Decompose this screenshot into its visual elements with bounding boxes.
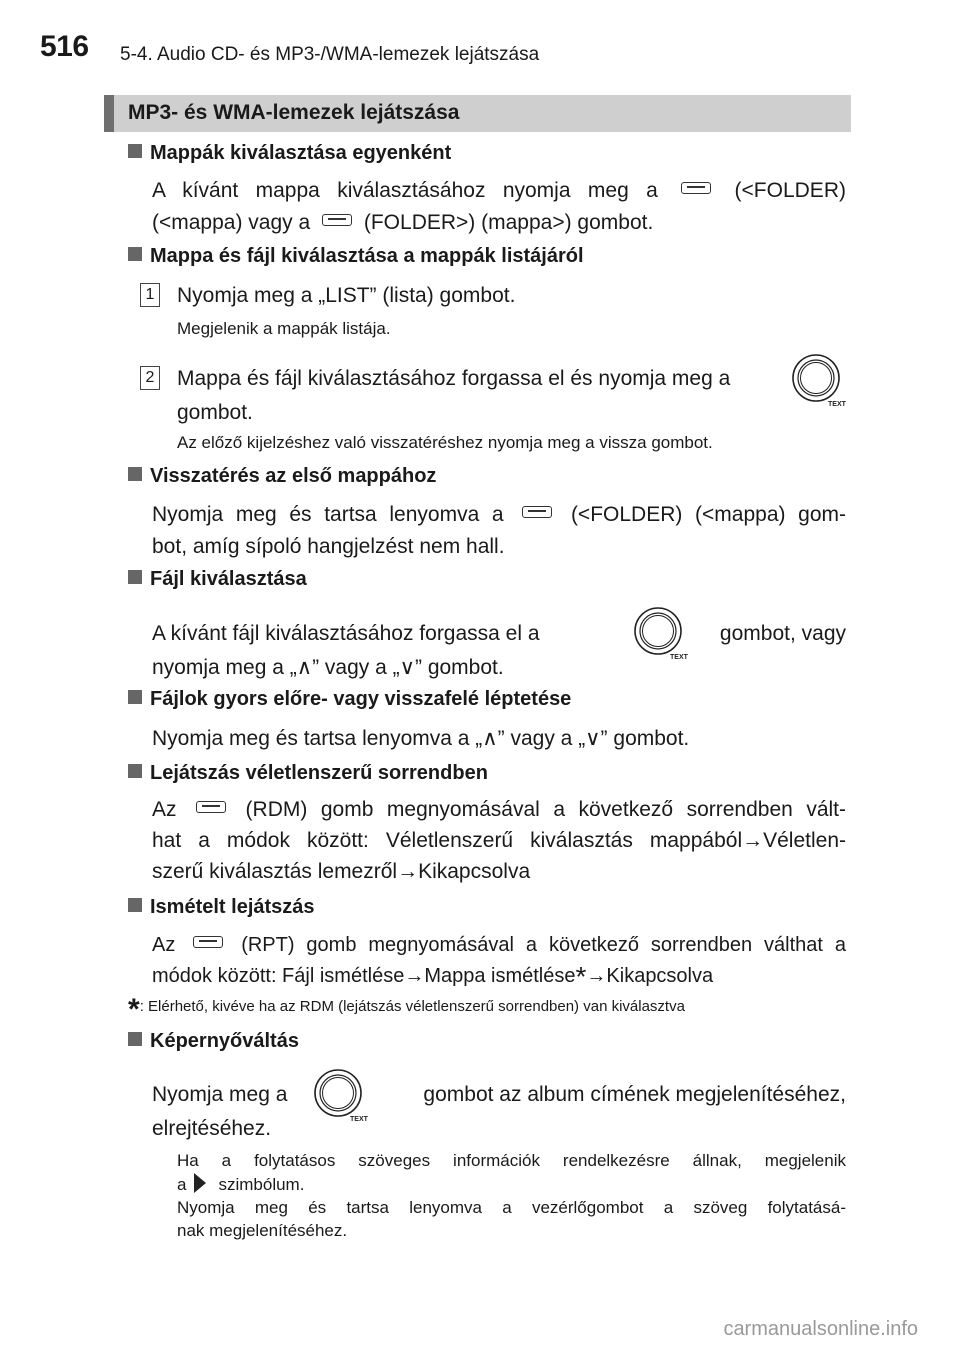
- paragraph-line: (<mappa) vagy a (FOLDER>) (mappa>) gombot.: [152, 211, 654, 234]
- watermark: carmanualsonline.info: [723, 1318, 918, 1340]
- folder-button-icon: [522, 506, 552, 518]
- heading-fast-step: [128, 688, 571, 711]
- footnote: *: Elérhető, kivéve ha az RDM (lejátszás véletlenszerű sorrendben) van kiválasztva: [128, 993, 685, 1026]
- paragraph-line: Nyomja meg és tartsa lenyomva a „∧” vagy a „∨” gombot.: [152, 727, 690, 750]
- knob-label: TEXT: [670, 654, 688, 661]
- bullet-square-icon: [128, 764, 142, 778]
- heading-text: Ismételt lejátszás: [150, 896, 315, 918]
- paragraph-line: Nyomja meg és tartsa lenyomva a (<FOLDER) (<mappa) gom-: [152, 503, 846, 526]
- heading-first-folder: [128, 465, 436, 488]
- note-line: nak megjelenítéséhez.: [177, 1221, 348, 1240]
- folder-button-icon: [681, 182, 711, 194]
- bullet-square-icon: [128, 690, 142, 704]
- page-number: 516: [40, 30, 89, 63]
- note-line: a szimbólum.: [177, 1175, 305, 1194]
- chapter-title: 5-4. Audio CD- és MP3-/WMA-lemezek lejátszása: [120, 44, 540, 65]
- bullet-square-icon: [128, 570, 142, 584]
- step-text: Mappa és fájl kiválasztásához forgassa el és nyomja meg a: [177, 367, 731, 390]
- step-number-badge: 2: [140, 366, 160, 390]
- step-text: Nyomja meg a „LIST” (lista) gombot.: [177, 284, 516, 307]
- note-line: Nyomja meg és tartsa lenyomva a vezérlőgombot a szöveg folytatásá-: [177, 1198, 846, 1217]
- text-continue-symbol-icon: [194, 1173, 206, 1193]
- heading-text: Fájlok gyors előre- vagy visszafelé léptetése: [150, 688, 572, 710]
- heading-folder-select: [128, 142, 451, 165]
- heading-text: Képernyőváltás: [150, 1030, 299, 1052]
- heading-repeat-play: [128, 896, 315, 919]
- paragraph-line: bot, amíg sípoló hangjelzést nem hall.: [152, 535, 505, 558]
- paragraph-line: A kívánt mappa kiválasztásához nyomja meg a (<FOLDER): [152, 179, 846, 202]
- step-note: Megjelenik a mappák listája.: [177, 319, 391, 338]
- paragraph-line: Az (RPT) gomb megnyomásával a következő sorrendben válthat a: [152, 934, 846, 956]
- tune-select-knob-icon: [312, 1067, 368, 1123]
- heading-text: Visszatérés az első mappához: [150, 465, 437, 487]
- paragraph-line: Nyomja meg a gombot az album címének megjelenítéséhez,: [152, 1083, 846, 1106]
- note-line: Ha a folytatásos szöveges információk rendelkezésre állnak, megjelenik: [177, 1151, 846, 1170]
- bullet-square-icon: [128, 144, 142, 158]
- tune-select-knob-icon: [790, 352, 846, 408]
- tune-select-knob-icon: [632, 605, 688, 661]
- heading-file-select: [128, 568, 307, 591]
- step-note: Az előző kijelzéshez való visszatéréshez nyomja meg a vissza gombot.: [177, 433, 713, 452]
- folder-button-icon: [322, 214, 352, 226]
- paragraph-line: módok között: Fájl ismétlése→Mappa ismétlése*→Kikapcsolva: [152, 961, 714, 992]
- step-number-badge: 1: [140, 283, 160, 307]
- paragraph-line: hat a módok között: Véletlenszerű kiválasztás mappából→Véletlen-: [152, 829, 846, 852]
- bullet-square-icon: [128, 898, 142, 912]
- step-text: gombot.: [177, 401, 253, 424]
- heading-screen-switch: [128, 1030, 299, 1053]
- heading-text: Fájl kiválasztása: [150, 568, 307, 590]
- knob-label: TEXT: [828, 401, 846, 408]
- bullet-square-icon: [128, 467, 142, 481]
- bullet-square-icon: [128, 1032, 142, 1046]
- section-header: [104, 95, 851, 132]
- paragraph-line: nyomja meg a „∧” vagy a „∨” gombot.: [152, 656, 504, 679]
- paragraph-line: szerű kiválasztás lemezről→Kikapcsolva: [152, 860, 531, 883]
- paragraph-line: A kívánt fájl kiválasztásához forgassa el a gombot, vagy: [152, 622, 846, 645]
- paragraph-line: Az (RDM) gomb megnyomásával a következő sorrendben vált-: [152, 798, 846, 821]
- paragraph-line: elrejtéséhez.: [152, 1117, 272, 1140]
- section-title: MP3- és WMA-lemezek lejátszása: [128, 101, 460, 124]
- heading-text: Lejátszás véletlenszerű sorrendben: [150, 762, 488, 784]
- rdm-button-icon: [196, 801, 226, 813]
- heading-random-play: [128, 762, 488, 785]
- heading-folder-list: [128, 245, 584, 268]
- rpt-button-icon: [193, 936, 223, 948]
- bullet-square-icon: [128, 247, 142, 261]
- knob-label: TEXT: [350, 1116, 368, 1123]
- heading-text: Mappa és fájl kiválasztása a mappák listájáról: [150, 245, 584, 267]
- heading-text: Mappák kiválasztása egyenként: [150, 142, 452, 164]
